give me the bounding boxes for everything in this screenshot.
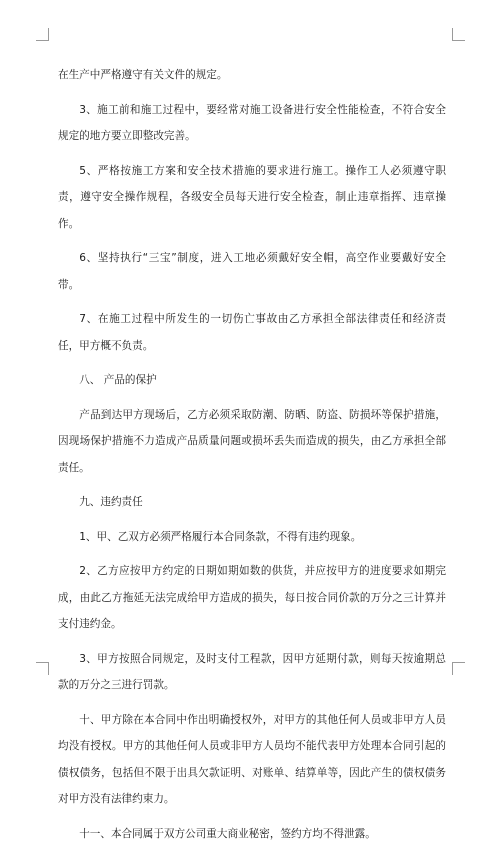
paragraph-item-6: 6、坚持执行“三宝”制度，进入工地必须戴好安全帽，高空作业要戴好安全带。 xyxy=(58,252,446,291)
paragraph-liability-1: 1、甲、乙双方必须严格履行本合同条款，不得有违约现象。 xyxy=(79,530,362,543)
crop-mark-bottom-left xyxy=(36,662,49,675)
paragraph-continuation: 在生产中严格遵守有关文件的规定。 xyxy=(58,69,228,81)
crop-mark-top-left xyxy=(36,28,49,41)
paragraph-item-3: 3、施工前和施工过程中，要经常对施工设备进行安全性能检查，不符合安全规定的地方要立即整改完善。 xyxy=(58,103,446,142)
crop-mark-top-right xyxy=(452,28,465,41)
paragraph-liability-2: 2、乙方应按甲方约定的日期如期如数的供货，并应按甲方的进度要求如期完成，由此乙方拖延无法完成给甲方造成的损失，每日按合同价款的万分之三计算并支付违约金。 xyxy=(58,565,446,630)
crop-mark-bottom-right xyxy=(452,662,465,675)
paragraph-section-10: 十、甲方除在本合同中作出明确授权外，对甲方的其他任何人员或非甲方人员均没有授权。甲方的其他任何人员或非甲方人员均不能代表甲方处理本合同引起的债权债务，包括但不限于出具欠款证明、对账单、结算单等，因此产生的债权债务对甲方没有法律约束力。 xyxy=(58,713,446,805)
paragraph-item-7: 7、在施工过程中所发生的一切伤亡事故由乙方承担全部法律责任和经济责任，甲方概不负责。 xyxy=(58,313,446,352)
paragraph-liability-3: 3、甲方按照合同规定，及时支付工程款，因甲方延期付款，则每天按逾期总款的万分之三进行罚款。 xyxy=(58,652,446,691)
section-heading-liability: 九、违约责任 xyxy=(79,496,143,508)
paragraph-item-5: 5、严格按施工方案和安全技术措施的要求进行施工。操作工人必须遵守职责，遵守安全操作规程，各级安全员每天进行安全检查，制止违章指挥、违章操作。 xyxy=(58,164,446,230)
document-page xyxy=(58,62,446,855)
paragraph-product-protection: 产品到达甲方现场后，乙方必须采取防潮、防晒、防盗、防损坏等保护措施，因现场保护措施不力造成产品质量问题或损坏丢失而造成的损失，由乙方承担全部责任。 xyxy=(58,408,446,474)
section-heading-product-protection: 八、 产品的保护 xyxy=(79,374,157,386)
paragraph-section-11: 十一、本合同属于双方公司重大商业秘密，签约方均不得泄露。 xyxy=(79,827,376,840)
